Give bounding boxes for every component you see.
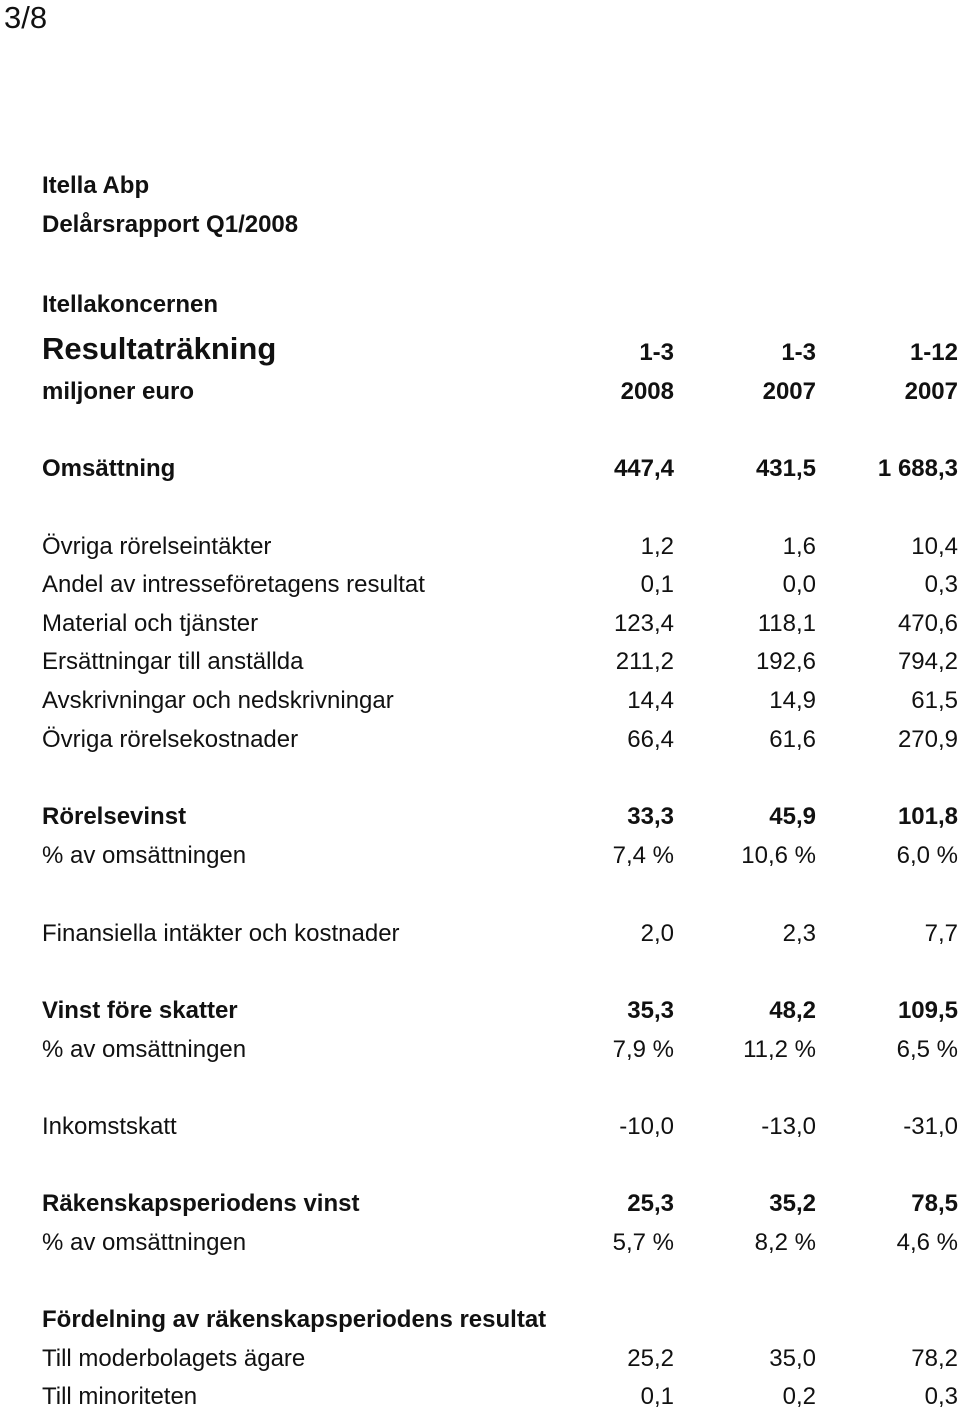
table-row [42,797,958,835]
table-row [42,449,958,487]
row-label: Andel av intresseföretagens resultat [42,571,425,598]
cell-value: 431,5 [755,455,816,482]
period-header-1: 1-3 [639,339,674,366]
cell-value: 14,9 [769,687,816,714]
row-label: Inkomstskatt [42,1113,177,1140]
cell-value: 109,5 [897,997,958,1024]
row-label: Fördelning av räkenskapsperiodens resultat [42,1306,547,1333]
row-label: Räkenskapsperiodens vinst [42,1190,360,1217]
row-label: Finansiella intäkter och kostnader [42,920,400,947]
cell-value: 2,0 [640,920,674,947]
cell-value: -13,0 [761,1113,816,1140]
cell-value: 8,2 % [754,1229,816,1256]
table-row [42,914,958,952]
cell-value: 61,5 [911,687,958,714]
cell-value: 6,0 % [896,842,958,869]
cell-value: 0,1 [640,571,674,598]
cell-value: 10,4 [911,533,958,560]
cell-value: 7,9 % [612,1036,674,1063]
table-row [42,1184,958,1222]
cell-value: 0,1 [640,1383,674,1410]
table-row [42,720,958,758]
cell-value: 45,9 [769,803,816,830]
company-name: Itella Abp [42,172,150,199]
page-number: 3/8 [4,0,48,35]
table-row [42,642,958,680]
row-label: Övriga rörelseintäkter [42,533,272,560]
cell-value: 1 688,3 [877,455,958,482]
cell-value: 118,1 [757,610,816,637]
cell-value: 11,2 % [743,1036,816,1063]
report-title: Delårsrapport Q1/2008 [42,211,299,238]
cell-value: 7,4 % [612,842,674,869]
cell-value: 794,2 [897,648,958,675]
cell-value: 33,3 [627,803,674,830]
cell-value: 61,6 [769,726,816,753]
cell-value: -31,0 [903,1113,958,1140]
header-year-row [42,372,958,410]
cell-value: 78,5 [911,1190,958,1217]
row-label: % av omsättningen [42,1036,247,1063]
cell-value: 192,6 [755,648,816,675]
cell-value: 211,2 [615,648,674,675]
year-header-2: 2007 [762,378,816,405]
cell-value: 0,2 [782,1383,816,1410]
row-label: Avskrivningar och nedskrivningar [42,687,394,714]
cell-value: 10,6 % [741,842,816,869]
cell-value: 35,2 [769,1190,816,1217]
row-label: Till minoriteten [42,1383,198,1410]
table-row [42,991,958,1029]
cell-value: 123,4 [613,610,674,637]
cell-value: 66,4 [627,726,674,753]
cell-value: 1,6 [782,533,816,560]
cell-value: 35,0 [769,1345,816,1372]
cell-value: 270,9 [897,726,958,753]
period-header-3: 1-12 [909,339,958,366]
cell-value: 4,6 % [896,1229,958,1256]
row-label: Övriga rörelsekostnader [42,726,299,753]
table-row [42,604,958,642]
header-period-row [42,333,958,371]
year-header-1: 2008 [620,378,674,405]
table-row [42,681,958,719]
unit-label: miljoner euro [42,378,195,405]
cell-value: 5,7 % [612,1229,674,1256]
table-row [42,1030,958,1068]
group-name: Itellakoncernen [42,291,219,318]
row-label: % av omsättningen [42,1229,247,1256]
cell-value: 25,2 [627,1345,674,1372]
cell-value: 470,6 [897,610,958,637]
table-row [42,1107,958,1145]
cell-value: 0,0 [782,571,816,598]
table-row [42,1377,958,1415]
row-label: % av omsättningen [42,842,247,869]
period-header-2: 1-3 [781,339,816,366]
table-row [42,1300,958,1338]
year-header-3: 2007 [904,378,958,405]
cell-value: 1,2 [640,533,674,560]
cell-value: 0,3 [924,571,958,598]
cell-value: 35,3 [627,997,674,1024]
cell-value: 48,2 [769,997,816,1024]
cell-value: -10,0 [619,1113,674,1140]
table-row [42,836,958,874]
table-row [42,565,958,603]
cell-value: 14,4 [627,687,674,714]
row-label: Omsättning [42,455,176,482]
cell-value: 447,4 [613,455,674,482]
row-label: Ersättningar till anställda [42,648,304,675]
cell-value: 7,7 [924,920,958,947]
cell-value: 78,2 [911,1345,958,1372]
cell-value: 2,3 [782,920,816,947]
table-row [42,527,958,565]
cell-value: 25,3 [627,1190,674,1217]
statement-title: Resultaträkning [42,331,277,366]
cell-value: 101,8 [897,803,958,830]
row-label: Till moderbolagets ägare [42,1345,306,1372]
table-row [42,1339,958,1377]
row-label: Vinst före skatter [42,997,238,1024]
row-label: Material och tjänster [42,610,259,637]
cell-value: 0,3 [924,1383,958,1410]
row-label: Rörelsevinst [42,803,187,830]
cell-value: 6,5 % [896,1036,958,1063]
table-row [42,1223,958,1261]
